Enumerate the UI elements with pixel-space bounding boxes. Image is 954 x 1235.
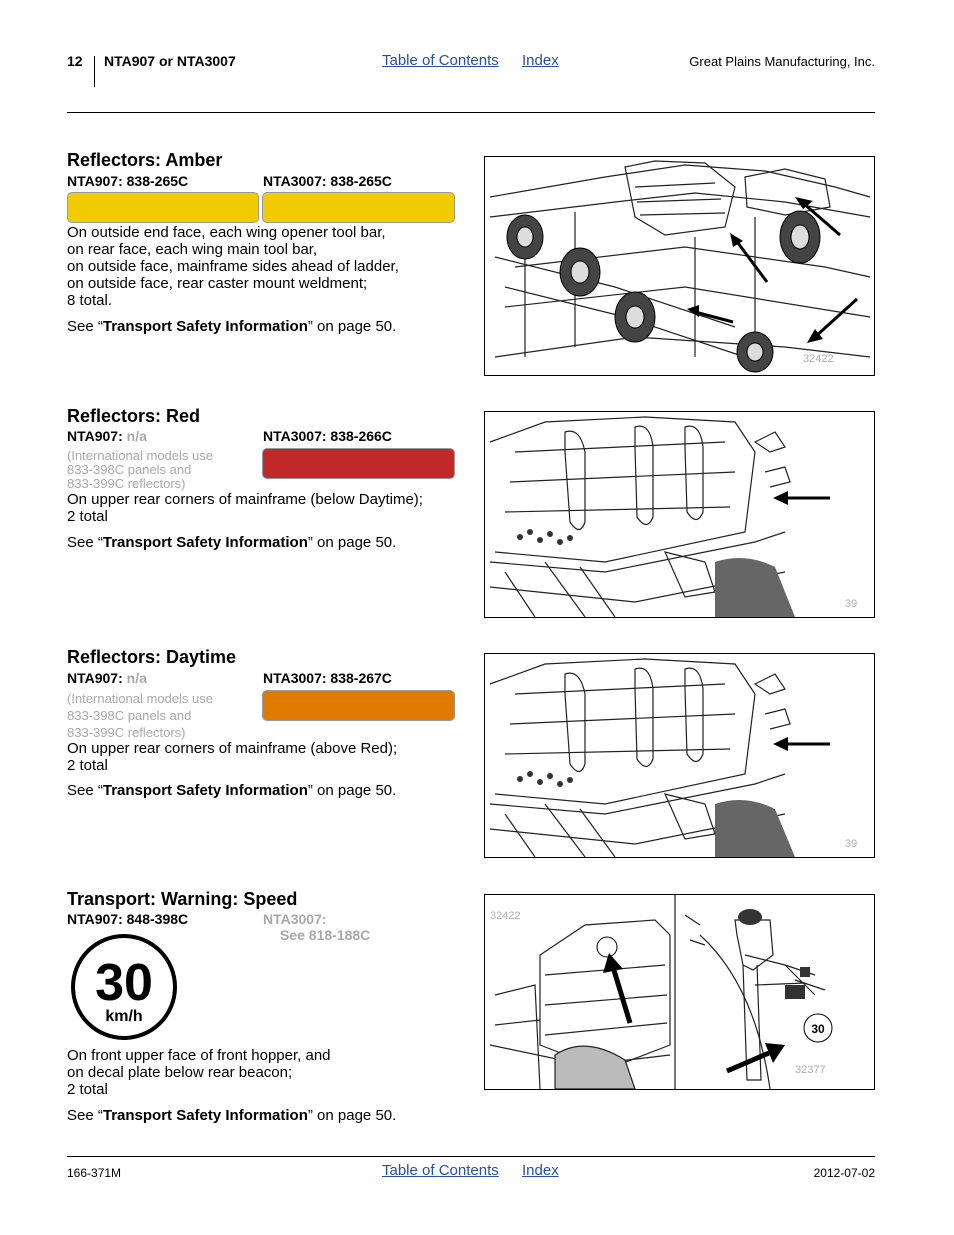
red-nta3007-part: NTA3007: 838-266C (263, 428, 392, 444)
red-nta907-part: NTA907: n/a (67, 428, 147, 444)
footer-toc-link[interactable]: Table of Contents (382, 1162, 499, 1179)
header-rule (67, 112, 875, 113)
speed-sign-number: 30 (95, 954, 153, 1012)
header-index-link[interactable]: Index (522, 52, 559, 69)
speed-see-link[interactable]: Transport Safety Information (102, 1107, 308, 1124)
speed-figure-label-right: 32377 (795, 1064, 826, 1076)
page-number: 12 (67, 53, 83, 69)
daytime-nta907-part: NTA907: n/a (67, 670, 147, 686)
red-see-link[interactable]: Transport Safety Information (102, 534, 308, 551)
amber-nta3007-part: NTA3007: 838-265C (263, 173, 392, 189)
daytime-see-reference: See “Transport Safety Information” on page 50. (67, 782, 397, 799)
red-figure (484, 411, 875, 618)
hopper-rear-illustration (485, 654, 874, 857)
hopper-rear-illustration (485, 412, 874, 617)
daytime-nta3007-part: NTA3007: 838-267C (263, 670, 392, 686)
company-name: Great Plains Manufacturing, Inc. (689, 54, 875, 69)
seeder-wide-illustration (485, 157, 874, 375)
footer-date: 2012-07-02 (813, 1166, 875, 1180)
red-reflector-swatch (262, 448, 455, 479)
hopper-and-beacon-illustration (485, 895, 874, 1089)
section-title-amber: Reflectors: Amber (67, 150, 223, 170)
speed-nta3007-part: NTA3007: See 818-188C (263, 911, 371, 943)
amber-see-reference: See “Transport Safety Information” on page 50. (67, 318, 397, 335)
daytime-location-text: On upper rear corners of mainframe (above Red); 2 total (67, 740, 398, 774)
daytime-see-link[interactable]: Transport Safety Information (102, 782, 308, 799)
speed-nta907-part: NTA907: 848-398C (67, 911, 189, 927)
document-title: NTA907 or NTA3007 (104, 53, 236, 69)
amber-location-text: On outside end face, each wing opener tool bar, on rear face, each wing main tool bar, on outside face, mainframe sides ahead of ladder, on outside face, rear caster mount weldment; 8 total. (67, 224, 399, 309)
speed-sign-unit: km/h (105, 1008, 143, 1025)
red-location-text: On upper rear corners of mainframe (below Daytime); 2 total (67, 491, 423, 525)
amber-see-link[interactable]: Transport Safety Information (102, 318, 308, 335)
amber-figure (484, 156, 875, 376)
daytime-figure (484, 653, 875, 858)
red-see-reference: See “Transport Safety Information” on page 50. (67, 534, 397, 551)
section-title-daytime: Reflectors: Daytime (67, 647, 237, 667)
speed-see-reference: See “Transport Safety Information” on page 50. (67, 1107, 397, 1124)
red-international-note: (International models use 833-398C panels and 833-399C reflectors) (67, 448, 213, 491)
footer-rule (67, 1156, 875, 1157)
footer-doc-number: 166-371M (67, 1166, 122, 1180)
amber-reflector-swatch-3007 (262, 192, 455, 223)
daytime-figure-label: 39 (845, 838, 858, 850)
amber-figure-label: 32422 (803, 353, 834, 365)
footer-index-link[interactable]: Index (522, 1162, 559, 1179)
speed-sign-decal (70, 933, 178, 1041)
beacon-speed-decal-number: 30 (811, 1022, 825, 1036)
speed-location-text: On front upper face of front hopper, and on decal plate below rear beacon; 2 total (67, 1047, 331, 1098)
red-figure-label: 39 (845, 598, 858, 610)
header-toc-link[interactable]: Table of Contents (382, 52, 499, 69)
daytime-international-note: (International models use 833-398C panels and 833-399C reflectors) (67, 691, 213, 740)
amber-reflector-swatch-907 (67, 192, 259, 223)
section-title-speed: Transport: Warning: Speed (67, 889, 298, 909)
speed-figure-label-left: 32422 (490, 910, 521, 922)
section-title-red: Reflectors: Red (67, 406, 201, 426)
header-divider (94, 56, 95, 87)
speed-figure (484, 894, 875, 1090)
daytime-reflector-swatch (262, 690, 455, 721)
amber-nta907-part: NTA907: 838-265C (67, 173, 189, 189)
